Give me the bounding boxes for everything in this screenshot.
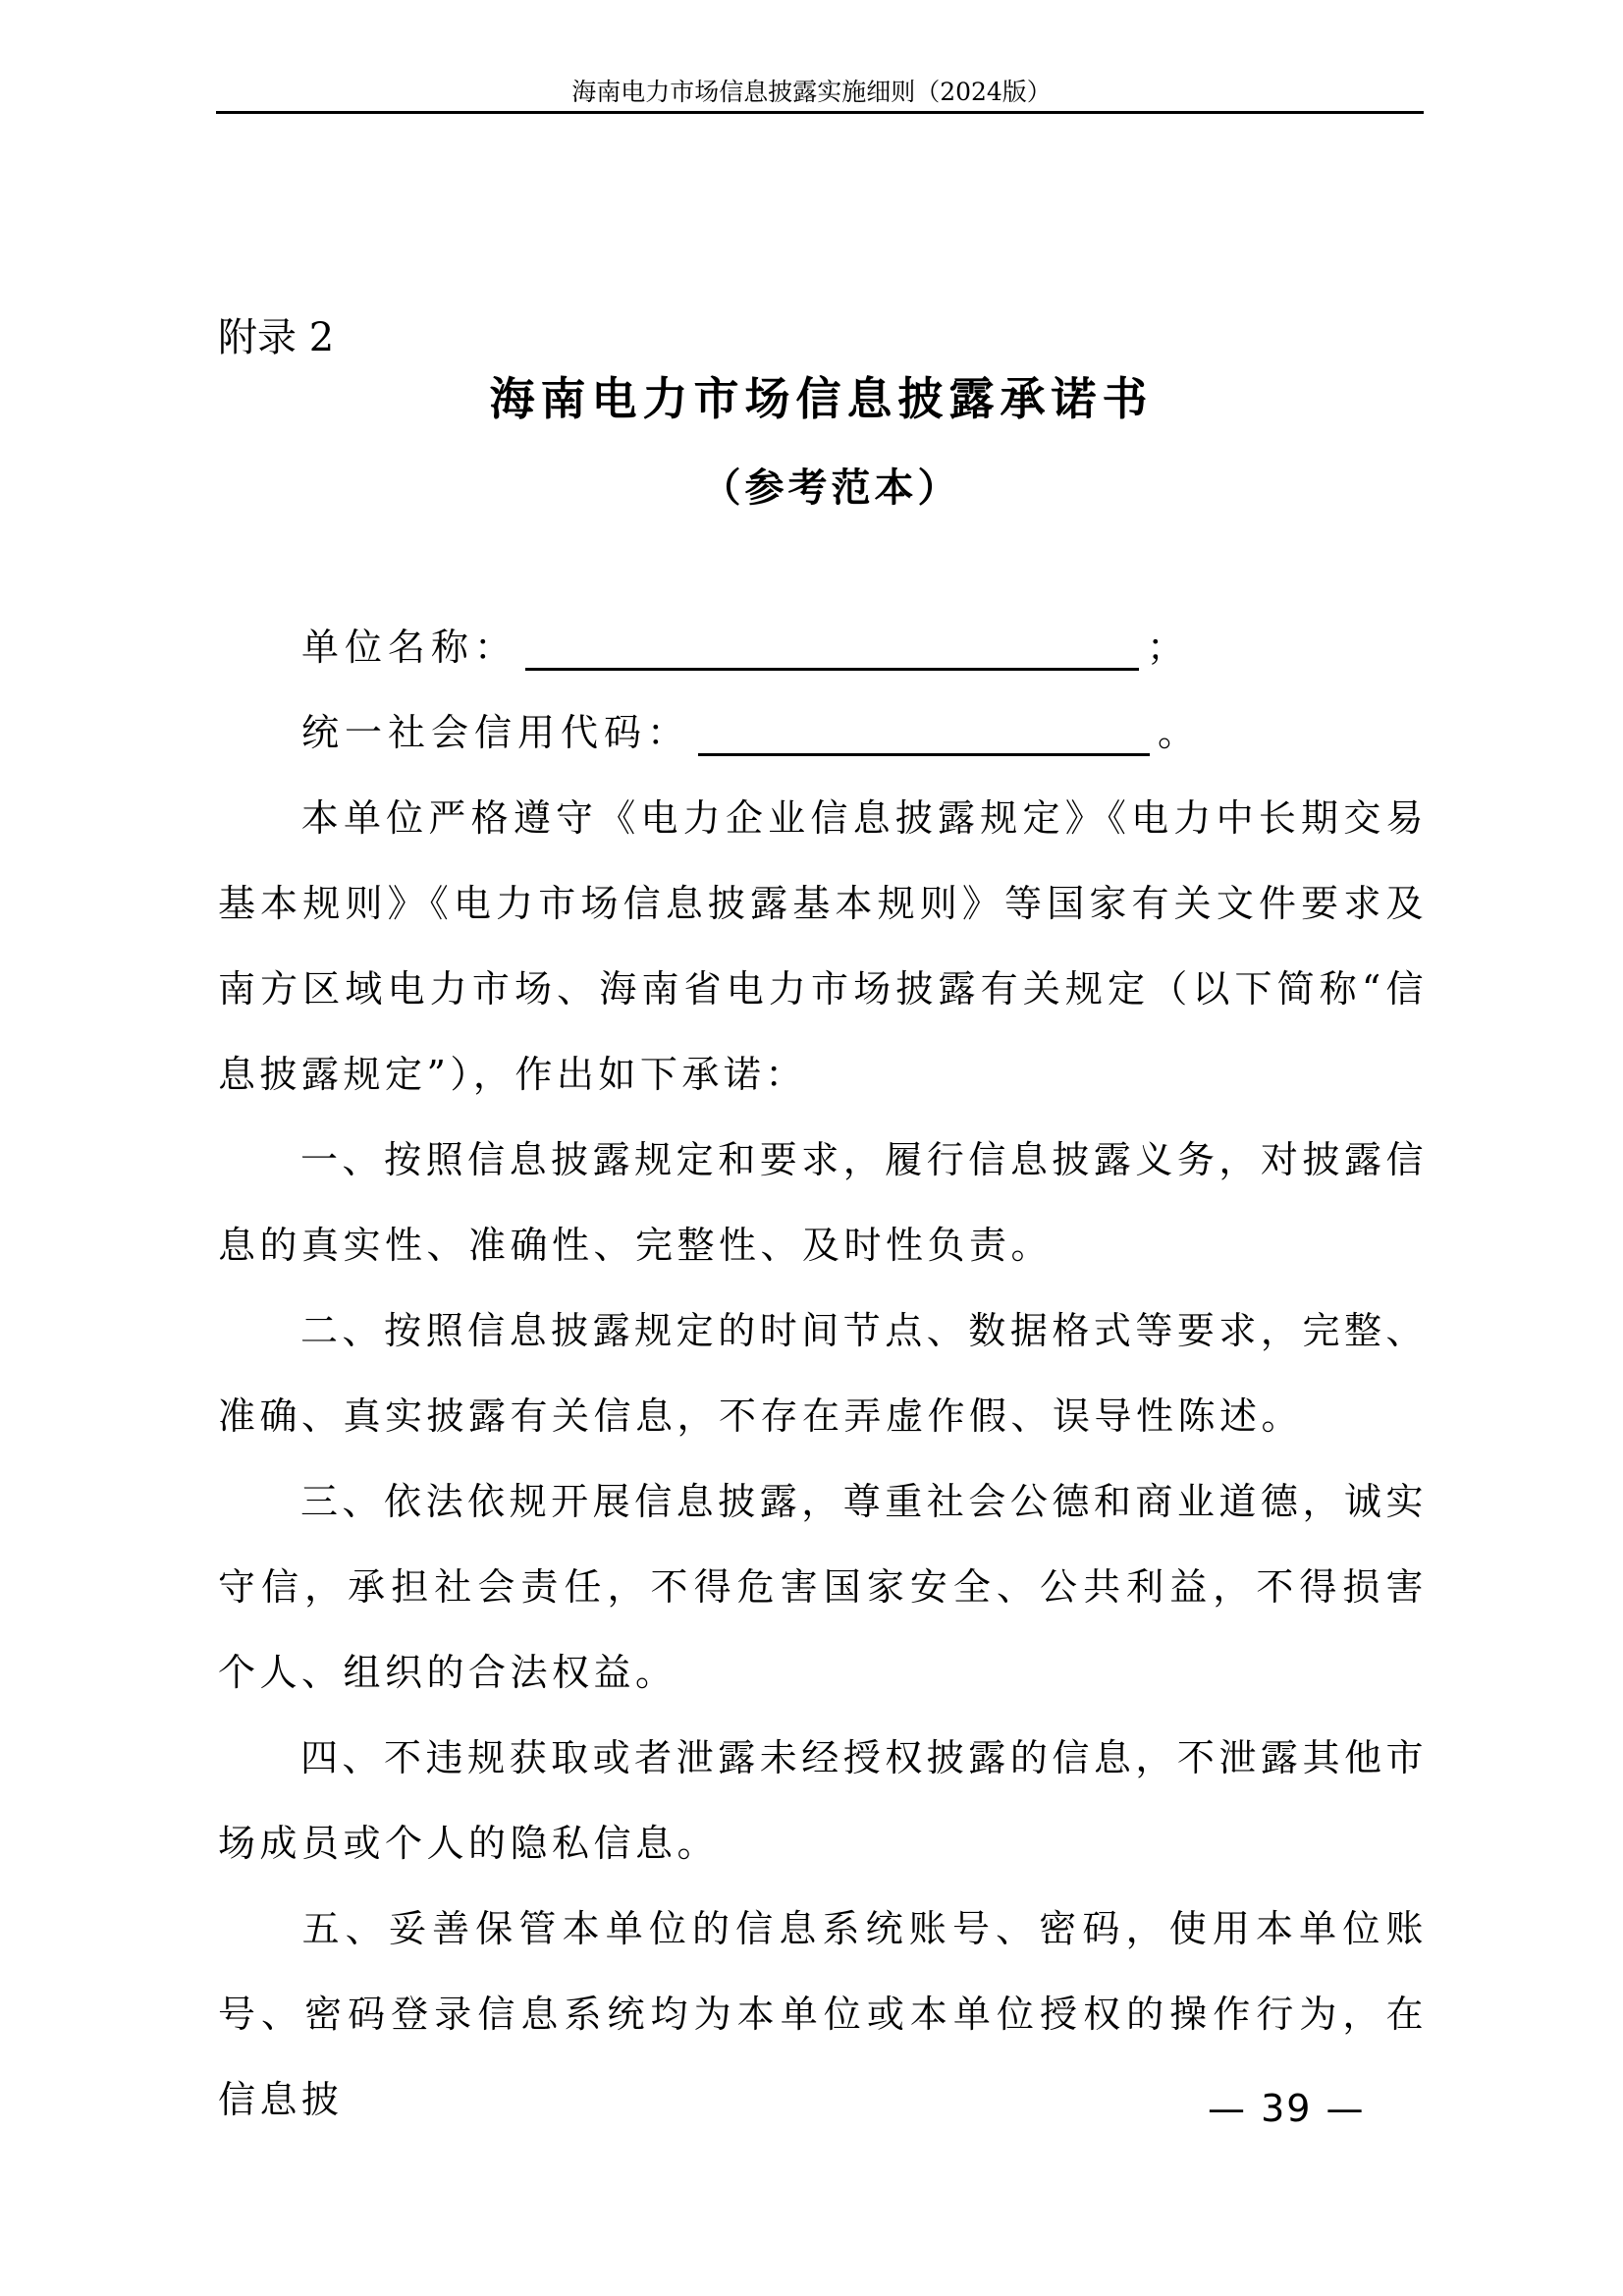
unit-name-label: 单位名称：: [301, 626, 518, 669]
credit-code-blank[interactable]: [698, 718, 1150, 756]
paragraph-text: 三、依法依规开展信息披露，尊重社会公德和商业道德，诚实守信，承担社会责任，不得危害国家安全、公共利益，不得损害个人、组织的合法权益。: [218, 1480, 1428, 1694]
unit-name-field: [301, 617, 1190, 671]
paragraph-text: 本单位严格遵守《电力企业信息披露规定》《电力中长期交易基本规则》《电力市场信息披露基本规则》等国家有关文件要求及南方区域电力市场、海南省电力市场披露有关规定（以下简称“信息披露规定”），作出如下承诺：: [218, 796, 1428, 1096]
paragraph-text: 一、按照信息披露规定和要求，履行信息披露义务，对披露信息的真实性、准确性、完整性、及时性负责。: [218, 1138, 1428, 1267]
credit-code-label: 统一社会信用代码：: [301, 711, 691, 754]
paragraph-intro: [218, 776, 1428, 1118]
document-title: 海南电力市场信息披露承诺书: [489, 372, 1154, 425]
page-number: — 39 —: [1208, 2087, 1366, 2130]
paragraph-commitment-1: [218, 1118, 1428, 1288]
header-divider: [216, 111, 1424, 114]
credit-code-field: [301, 702, 1201, 756]
paragraph-text: 四、不违规获取或者泄露未经授权披露的信息，不泄露其他市场成员或个人的隐私信息。: [218, 1736, 1428, 1865]
paragraph-commitment-3: [218, 1459, 1428, 1716]
unit-name-end-punct: ；: [1147, 626, 1191, 669]
credit-code-end-punct: 。: [1158, 711, 1202, 754]
paragraph-commitment-4: [218, 1716, 1428, 1886]
paragraph-text: 二、按照信息披露规定的时间节点、数据格式等要求，完整、准确、真实披露有关信息，不存在弄虚作假、误导性陈述。: [218, 1309, 1428, 1438]
appendix-label: 附录 2: [218, 315, 335, 360]
paragraph-commitment-2: [218, 1288, 1428, 1459]
paragraph-text: 五、妥善保管本单位的信息系统账号、密码，使用本单位账号、密码登录信息系统均为本单位或本单位授权的操作行为，在信息披: [218, 1907, 1428, 2121]
document-subtitle: （参考范本）: [701, 465, 961, 511]
running-header-title: 海南电力市场信息披露实施细则（2024版）: [571, 78, 1052, 106]
unit-name-blank[interactable]: [525, 632, 1139, 671]
